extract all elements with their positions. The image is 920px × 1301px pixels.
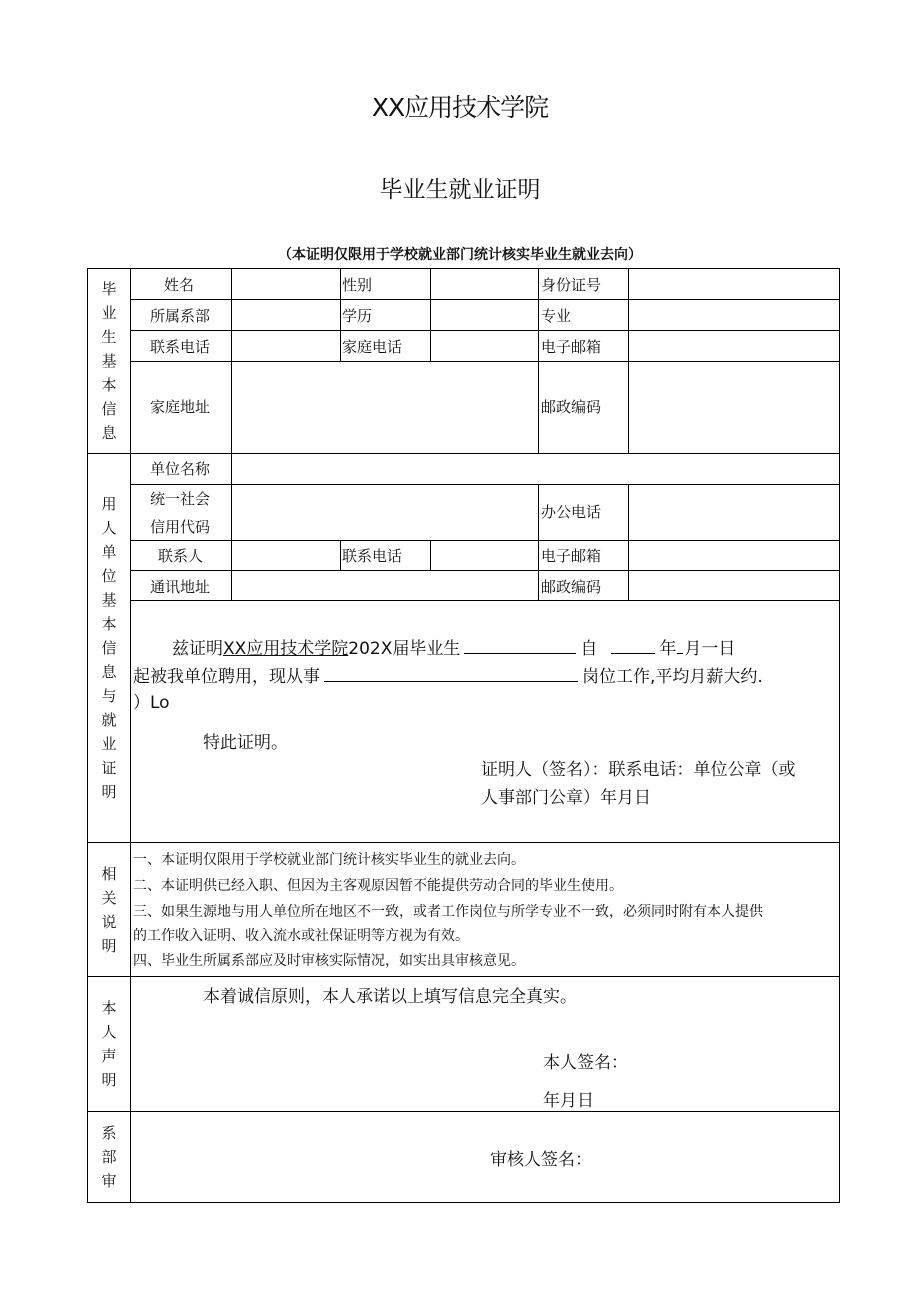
column-divider	[628, 484, 629, 600]
home-address-label: 家庭地址	[150, 398, 211, 416]
credit-code-label-line1: 统一社会	[150, 490, 211, 508]
reviewer-signature: 审核人签名：	[490, 1150, 592, 1170]
section-divider	[87, 1111, 840, 1112]
section-label-char: 位	[101, 567, 117, 585]
credit-code-label-line2: 信用代码	[150, 518, 211, 536]
declaration-signature: 本人签名：	[543, 1053, 628, 1073]
certificate-month: 月一日	[684, 639, 736, 659]
section-label-char: 审	[101, 1172, 117, 1190]
section-label-char: 基	[101, 591, 117, 609]
certificate-line-1	[172, 636, 735, 661]
section-label-char: 相	[101, 865, 117, 883]
declaration-date: 年月日	[543, 1091, 594, 1111]
column-divider	[430, 540, 431, 570]
section-label-char: 信	[101, 639, 117, 657]
certificate-school: XX应用技术学院	[223, 639, 349, 659]
column-divider	[231, 453, 232, 600]
section-label-char: 本	[101, 376, 117, 394]
section-label-text	[101, 862, 116, 958]
section-label-text	[101, 492, 116, 804]
section-label-char: 息	[101, 424, 117, 442]
office-phone-label: 办公电话	[541, 503, 602, 521]
column-divider	[130, 268, 131, 1203]
gender-label: 性别	[342, 276, 373, 294]
section-label-text	[101, 277, 116, 445]
section-label-char: 就	[101, 711, 117, 729]
contact-phone-label: 联系电话	[342, 547, 403, 565]
home-phone-label: 家庭电话	[342, 338, 403, 356]
section-label-char: 明	[101, 1071, 117, 1089]
section-label-char: 系	[101, 1124, 117, 1142]
column-divider	[430, 268, 431, 361]
certificate-from: 自	[580, 639, 598, 659]
column-divider	[628, 268, 629, 453]
section-label-char: 本	[101, 615, 117, 633]
section-divider	[87, 453, 840, 454]
name-label: 姓名	[164, 276, 195, 294]
contact-person-label: 联系人	[158, 547, 204, 565]
section-label-char: 单	[101, 543, 117, 561]
row-divider	[130, 570, 840, 571]
column-divider	[340, 540, 341, 570]
document-subtitle: （本证明仅限用于学校就业部门统计核实毕业生就业去向）	[278, 247, 642, 263]
certificate-signer-line1: 证明人（签名）：联系电话：单位公章（或	[481, 760, 796, 780]
section-label-char: 人	[101, 519, 117, 537]
note-item: 的工作收入证明、收入流水或社保证明等方视为有效。	[133, 928, 469, 944]
section-label-char: 信	[101, 400, 117, 418]
row-divider	[130, 600, 840, 601]
column-divider	[231, 268, 232, 453]
document-title: 毕业生就业证明	[379, 177, 541, 203]
section-divider	[87, 976, 840, 977]
certificate-line2-start: 起被我单位聘用，现从事	[133, 667, 320, 687]
section-label-char: 息	[101, 663, 117, 681]
section-label-employer	[88, 456, 130, 840]
declaration-statement: 本着诚信原则，本人承诺以上填写信息完全真实。	[203, 987, 577, 1007]
section-label-char: 声	[101, 1047, 117, 1065]
id-number-label: 身份证号	[541, 276, 602, 294]
section-label-char: 部	[101, 1148, 117, 1166]
section-label-text	[101, 996, 116, 1092]
certificate-cohort: 202X届毕业生	[348, 639, 461, 659]
section-label-char: 业	[101, 304, 117, 322]
column-divider	[340, 268, 341, 361]
employer-email-label: 电子邮箱	[541, 547, 602, 565]
certificate-year: 年	[659, 639, 677, 659]
year-blank	[611, 636, 655, 654]
section-label-char: 说	[101, 913, 117, 931]
section-divider	[87, 842, 840, 843]
employer-postcode-label: 邮政编码	[541, 578, 602, 596]
major-label: 专业	[541, 307, 572, 325]
section-label-char: 明	[101, 783, 117, 801]
section-label-char: 本	[101, 999, 117, 1017]
section-label-char: 用	[101, 495, 117, 513]
postcode-label: 邮政编码	[541, 398, 602, 416]
department-label: 所属系部	[150, 307, 211, 325]
column-divider	[538, 484, 539, 600]
section-label-basic-info	[88, 272, 130, 450]
row-divider	[130, 299, 840, 300]
mailing-address-label: 通讯地址	[150, 578, 211, 596]
section-label-char: 明	[101, 937, 117, 955]
section-label-notes	[88, 846, 130, 974]
row-divider	[130, 361, 840, 362]
section-label-char: 业	[101, 735, 117, 753]
note-item: 四、毕业生所属系部应及时审核实际情况，如实出具审核意见。	[133, 953, 525, 969]
note-item: 二、本证明供已经入职、但因为主客观原因暂不能提供劳动合同的毕业生使用。	[133, 878, 623, 894]
certificate-hereby: 特此证明。	[203, 733, 288, 753]
note-item: 一、本证明仅限用于学校就业部门统计核实毕业生的就业去向。	[133, 852, 525, 868]
section-label-declaration	[88, 980, 130, 1108]
certificate-line-2	[133, 664, 763, 689]
row-divider	[130, 330, 840, 331]
row-divider	[130, 484, 840, 485]
certificate-prefix: 兹证明	[172, 639, 223, 659]
row-divider	[130, 540, 840, 541]
section-label-text	[101, 1121, 116, 1193]
position-blank	[324, 664, 578, 682]
certificate-signer-line2: 人事部门公章）年月日	[481, 788, 651, 808]
certificate-line2-end: 岗位工作,平均月薪大约.	[582, 667, 763, 687]
note-item: 三、如果生源地与用人单位所在地区不一致，或者工作岗位与所学专业不一致，必须同时附有本人提供	[133, 904, 763, 920]
section-label-char: 与	[101, 687, 117, 705]
month-blank	[677, 636, 683, 654]
section-label-char: 证	[101, 759, 117, 777]
section-label-char: 基	[101, 352, 117, 370]
certificate-line-3: ）Lo	[133, 693, 170, 713]
section-label-char: 人	[101, 1023, 117, 1041]
school-name: XX应用技术学院	[371, 93, 549, 122]
column-divider	[538, 268, 539, 453]
unit-name-label: 单位名称	[150, 460, 211, 478]
section-label-char: 关	[101, 889, 117, 907]
section-label-char: 毕	[101, 280, 117, 298]
section-label-char: 生	[101, 328, 117, 346]
education-label: 学历	[342, 307, 373, 325]
email-label: 电子邮箱	[541, 338, 602, 356]
phone-label: 联系电话	[150, 338, 211, 356]
graduate-name-blank	[464, 636, 576, 654]
section-label-dept-review	[88, 1114, 130, 1200]
